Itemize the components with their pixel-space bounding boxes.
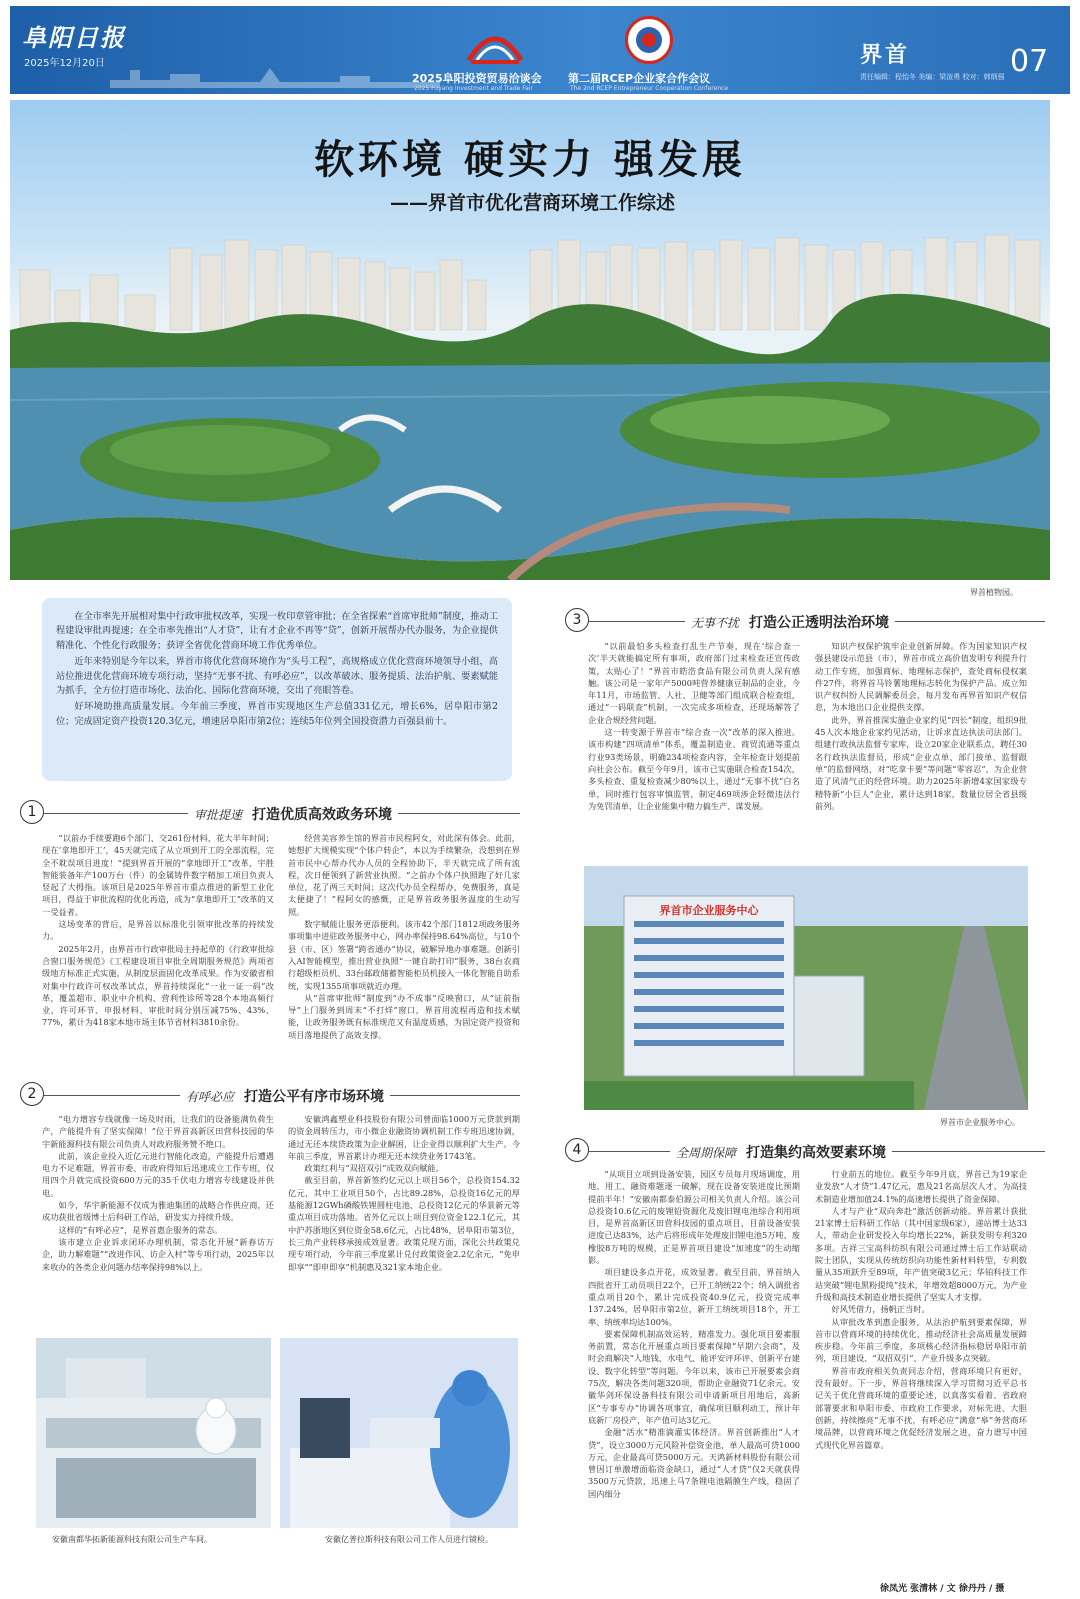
section-4-header (565, 1140, 1045, 1164)
photo-caption: 安徽南都华拓新能源科技有限公司生产车间。 (52, 1535, 212, 1544)
body-paragraph: 该市建立企业诉求闭环办理机制，常态化开展“新春访万企，助力解难题”“改进作风、访企入村”等专项行动，2025年以来收办的各类企业问题办结率保持98%以上。 (42, 1236, 274, 1272)
intro-paragraph: 近年来特别是今年以来，界首市将优化营商环境作为“头号工程”，高规格成立优化营商环境领导小组，高站位推进优化营商环境专项行动，坚持“无事不扰、有呼必应”，以改革破冰、服务提质、法治护航、要素赋能为抓手，全方位打造市场化、法治化、国际化营商环境，交出了亮眼答卷。 (56, 656, 498, 697)
conference-name-en: The 2nd RCEP Entrepreneur Cooperation Conference (570, 85, 729, 92)
photo-lab-inspection (280, 1338, 518, 1528)
body-paragraph: 政策红利与“双招双引”成效双向赋能。 (304, 1163, 444, 1174)
section-number: 3 (565, 608, 589, 632)
subheadline: ——界首市优化营商环境工作综述 (390, 192, 676, 214)
section-number: 4 (565, 1138, 589, 1162)
body-paragraph: 2025年2月，由界首市行政审批局主持起草的《行政审批综合窗口服务规范》《工程建设项目审批全周期服务规范》两项省级地方标准正式实施，从制度层面固化改革成果。作为安徽省相对集中行政许可权改革试点，界首持续深化“一业一证一码”改革，覆盖超市、职业中介机构、营利性诊所等28个本地高频行业，许可环节、申报材料、审批时间分别压减75%、43%、77%，累计为418家本地市场主体节省材料3810余份。 (42, 943, 274, 1028)
lead-summary-box (42, 598, 512, 781)
body-paragraph: 这样的“有呼必应”，是界首惠企服务的常态。 (58, 1224, 223, 1235)
section-2-column-b (288, 1113, 520, 1325)
section-title (685, 612, 895, 632)
body-paragraph: 此前，该企业投入近亿元进行智能化改造，产能提升后遭遇电力不足难题，界首市委、市政府得知后迅速成立工作专班，仅用四个月就完成投资600万元的35千伏电力增容专线建设并供电。 (42, 1150, 274, 1198)
section-keyword: 审批提速 (194, 808, 243, 822)
section-keyword: 全周期保障 (676, 1146, 737, 1160)
body-paragraph: 人才与产业“双向奔赴”激活创新动能。界首累计获批21家博士后科研工作站（其中国家级6家），递站博士达33人，带动企业研发投入年均增长22%，新获发明专利320多项。吉祥三宝高科纺织有限公司通过博士后工作站联动院士团队，实现从传统纺织向功能性新材料转型，专利数量从35项跃升至89项，年产值突破3亿元；华铂科技工作站突破“锂电黑粉提纯”技术，年增效超8000万元，为产业升级和高技术制造业增长提供了坚实人才支撑。 (815, 1205, 1027, 1302)
fair-name: 2025阜阳投资贸易洽谈会 (412, 72, 542, 85)
section-title (180, 1086, 390, 1106)
section-3-column-a (588, 640, 800, 846)
hero-photo-botanical-garden (10, 100, 1050, 580)
page-number: 07 (1010, 44, 1049, 79)
investment-fair-logo-icon (465, 14, 525, 68)
conference-name: 第二届RCEP企业家合作会议 (568, 72, 711, 85)
hero-photo-caption: 界首植物园。 (970, 588, 1018, 597)
body-paragraph: “以前最怕多头检查打乱生产节奏，现在‘综合查一次’半天就能搞定所有事项，政府部门过来检查还宣传政策，太贴心了！”界首市皓浩食品有限公司负责人深有感触。该公司是一家年产5000吨营养健康豆制品的企业，今年11月，市场监管、人社、卫健等部门组成联合检查组，通过“一码联查”机制，一次完成多项检查，还现场解答了企业合规经营问题。 (588, 641, 800, 725)
section-name: 界首 (860, 43, 911, 68)
body-paragraph: 如今，华宇新能源不仅成为雅迪集团的战略合作供应商，还成功获批省级博士后科研工作站，研发实力持续升级。 (42, 1200, 274, 1223)
body-paragraph: 截至目前，界首新签约亿元以上项目56个，总投资154.32亿元，其中工业项目50个，占比89.28%，总投资16亿元的厚基能源12GWh磷酸铁锂圆柱电池、总投资12亿元的华景新元等重点项目成功落地。省外亿元以上项目到位资金122.1亿元，其中沪苏浙地区到位资金58.6亿元，占比48%，居阜阳市第3位，长三角产业转移承接成效显著。政策兑现方面，深化公共政策兑现专项行动，今年前三季度累计兑付政策资金2.2亿余元，“免申即享”“即申即享”机制惠及321家本地企业。 (288, 1175, 520, 1272)
intro-paragraph: 在全市率先开展相对集中行政审批权改革，实现一枚印章管审批；在全省探索“首席审批师”制度，推动工程建设审批再提速；在全市率先推出“人才贷”，让有才企业不再等“贷”，创新开展帮办代办服务，为企业提供精准化、个性化行政服务；获评全省优化营商环境工作优秀单位。 (56, 611, 498, 651)
headline: 软环境 硬实力 强发展 (314, 136, 746, 183)
section-keyword: 有呼必应 (186, 1090, 235, 1104)
body-paragraph: “从项目立项到设备安装，园区专员每月现场调度，用地、用工、融资难题逐一破解，现在设备安装进度比预期提前半年！”安徽南都泰伯源公司相关负责人介绍。该公司总投资10.6亿元的废锂铅资源化及废旧锂电池综合利用项目，是界首高新区田营科技园的重点项目，目前设备安装进度已达83%，达产后将形成年处理废旧锂电池5万吨、废橡胶8万吨的规模，正是界首项目建设“加速度”的生动缩影。 (588, 1169, 800, 1266)
body-paragraph: 经营美容养生馆的界首市民程阿女，对此深有体会。此前，她想扩大规模实现“个体户转企”，本以为手续繁杂，没想到在界首市民中心帮办代办人员的全程协助下，半天就完成了所有流程，次日便领到了新营业执照。“之前办个体户执照跑了好几家单位，花了两三天时间；这次代办员全程帮办，免费服务，真是太便捷了！”程阿女的感慨，正是界首政务服务温度的生动写照。 (288, 833, 520, 917)
body-paragraph: 知识产权保护筑牢企业创新屏障。作为国家知识产权强县建设示范县（市），界首市成立高价值发明专利提升行动工作专班，加强商标、地理标志保护，查处商标侵权案件27件，将界首马铃薯地理标志转化为保护产品。成立知识产权纠纷人民调解委员会，每月发布再界首知识产权信息，为本地出口企业提供支撑。 (815, 641, 1027, 713)
section-1-column-a (42, 832, 274, 1054)
photo-enterprise-service-center (584, 866, 1028, 1110)
body-paragraph: 这一转变源于界首市“综合查一次”改革的深入推进。该市构建“四项清单”体系，覆盖制造业、商贸流通等重点行业93类场景，明确234项检查内容，全年检查计划提前向社会公布。截至今年9月，该市已实施联合检查154次，多头检查、重复检查减少80%以上，通过“无事不扰”白名单，同时推行包容审慎监管，制定469项涉企轻微违法行为免罚清单，让企业能集中精力搞生产、谋发展。 (588, 727, 800, 811)
issue-date: 2025年12月20日 (24, 58, 105, 69)
newspaper-name: 阜阳日报 (22, 23, 126, 52)
body-paragraph: 此外，界首推深实施企业家约见“四长”制度，组织9批45人次本地企业家约见活动，让诉求直达执法司法部门。组建行政执法监督专家库，设立20家企业联系点，聘任30名行政执法监督员，形成“企业点单、部门接单、监督跟单”的监督网络，对“吃拿卡要”等问题“零容忍”，为企业营造了风清气正的经营环境。助力2025年新增4家国家级专精特新“小巨人”企业，累计达到18家，数量位居全省县级前列。 (815, 714, 1027, 811)
section-title-text: 打造优质高效政务环境 (252, 807, 393, 823)
section-1-header (20, 802, 520, 826)
body-paragraph: 这场变革的背后，是界首以标准化引领审批改革的持续发力。 (42, 919, 274, 942)
section-number: 1 (20, 800, 44, 824)
section-1-column-b (288, 832, 520, 1054)
body-paragraph: 要素保障机制高效运转，精准发力。强化项目要素服务前置，常态化开展重点项目要素保障“早期六会商”，及时会商解决“人地钱、水电气、能评安评环评、创新平台建设、数字化转型”等问题。今年以来，该市已开展要素会商75次，解决各类问题320项，帮助企业融资71亿余元。安徽华剑环保设备科技有限公司申请新项目用地后，高新区“专事专办”协调各项事宜，确保项目顺利动工，预计年底新厂房投产，年产值可达3亿元。 (588, 1328, 800, 1425)
body-paragraph: 安徽鸿鑫塑业科技股份有限公司曾面临1000万元贷款到期的资金周转压力，市小微企业融资协调机制工作专班迅速协调，通过无还本续贷政策为企业解困，让企业得以顺利扩大生产。今年前三季度，界首累计办理无还本续贷业务1743笔。 (288, 1114, 520, 1161)
section-2-header (20, 1084, 520, 1108)
body-paragraph: “电力增容专线就像一场及时雨，让我们的设备能满负荷生产，产能提升有了坚实保障！”位于界首高新区田营科技园的华宇新能源科技有限公司负责人对政府服务赞不绝口。 (42, 1114, 274, 1149)
editor-credits: 责任编辑：程怡冬 美编：梁渲勇 校对：韩纲强 (860, 73, 1005, 81)
body-paragraph: 界首市政府相关负责同志介绍，营商环境只有更好，没有最好。下一步，界首将继续深入学习贯彻习近平总书记关于优化营商环境的重要论述，以真落实看着、省政府部署要求和阜阳市委、市政府工作要求，对标先进、大胆创新，持续擦亮“无事不扰，有呼必应”满意“皋”务营商环境品牌，以营商环境之优促经济发展之进，奋力谱写中国式现代化界首篇章。 (815, 1365, 1027, 1450)
section-4-column-b (815, 1168, 1027, 1572)
city-skyline-graphic (110, 62, 440, 88)
body-paragraph: “以前办手续要跑6个部门、交261份材料，花大半年时间；现在‘拿地即开工’，45天就完成了从立项到开工的全部流程，完全不耽误项目进度！”提到界首开展的“拿地即开工”改革，宇胜智能装备年产100万台（件）的金属铸件数字精加工项目负责人竖起了大拇指。该项目是2025年界首市重点推进的新型工业化项目，得益于审批流程的优化再造，成为“拿地即开工”改革的又一受益者。 (42, 833, 274, 917)
section-2-column-a (42, 1113, 274, 1325)
photo-caption: 界首市企业服务中心。 (940, 1118, 1020, 1127)
section-3-header (565, 610, 1045, 634)
section-title (670, 1142, 892, 1162)
body-paragraph: 好风凭借力，扬帆正当时。 (831, 1304, 930, 1315)
body-paragraph: 行业前五的地位。截至今年9月底，界首已为19家企业发放“人才贷”1.47亿元，惠及21名高层次人才，为高技术制造业增加值24.1%的高速增长提供了资金保障。 (815, 1169, 1027, 1204)
section-3-column-b (815, 640, 1027, 846)
section-4-column-a (588, 1168, 800, 1572)
section-keyword: 无事不扰 (691, 616, 740, 630)
byline: 徐凤光 张清林 / 文 徐丹丹 / 摄 (880, 1584, 1005, 1594)
rcep-conference-logo-icon (625, 16, 673, 64)
section-number: 2 (20, 1082, 44, 1106)
body-paragraph: 项目建设多点开花，成效显著。截至目前，界首纳入四批省开工动员项目22个，已开工纳统22个；纳入调批省重点项目20个，累计完成投资40.9亿元，投资完成率137.24%，居阜阳市第2位，新开工纳统项目18个，开工率、纳统率均达100%。 (588, 1267, 800, 1327)
section-title (188, 804, 398, 824)
fair-name-en: 2025 Fuyang Investment and Trade Fair (414, 85, 533, 92)
body-paragraph: 从审批改革到惠企服务，从法治护航到要素保障，界首市以营商环境的持续优化，推动经济社会高质量发展蹄疾步稳。今年前三季度，多项核心经济指标稳居阜阳市前列，项目建设、“双招双引”、产业升级多点突破。 (815, 1316, 1027, 1364)
section-title-text: 打造公正透明法治环境 (749, 615, 890, 631)
photo-battery-workshop (36, 1338, 271, 1528)
body-paragraph: 数字赋能让服务更添便利。该市42个部门1812项政务服务事项集中进驻政务服务中心，网办率保持98.64%高位，与10个县（市、区）签署“跨省通办”协议，破解异地办事难题。创新引入AI智能模型，推出营业执照“一键自助打印”服务，38台农商行超级柜员机、33台邮政储蓄智能柜员机接入一体化智能自助系统，实现1355项事项就近办理。 (288, 919, 520, 991)
masthead-banner (10, 6, 1070, 94)
intro-paragraph: 好环境助推高质量发展。今年前三季度，界首市实现地区生产总值331亿元，增长6%，居阜阳市第2位；完成固定资产投资120.3亿元，增速居阜阳市第2位；连续5年位列全国投资潜力百强县前十。 (56, 701, 498, 727)
photo-caption: 安徽亿普拉斯科技有限公司工作人员进行镜检。 (325, 1535, 493, 1544)
building-sign: 界首市企业服务中心 (659, 904, 759, 917)
body-paragraph: 金融“活水”精准滴灌实体经济。界首创新推出“人才贷”，设立3000万元风险补偿资金池，单人最高可贷1000万元，企业最高可贷5000万元。天鸿新材料股份有限公司曾因订单激增面临资金缺口，通过“人才贷”仅2天就获得3500万元贷款，迅速上马7条锂电池隔膜生产线，稳固了国内细分 (588, 1427, 800, 1499)
section-title-text: 打造集约高效要素环境 (746, 1145, 887, 1161)
section-title-text: 打造公平有序市场环境 (244, 1089, 385, 1105)
body-paragraph: 从“首席审批师”制度到“办不成事”反映窗口，从“证前指导”上门服务到周末“不打烊”窗口，界首用流程再造和技术赋能，让政务服务既有标准规范又有温度质感，为固定资产投资和项目落地提供了高效支撑。 (288, 992, 520, 1040)
